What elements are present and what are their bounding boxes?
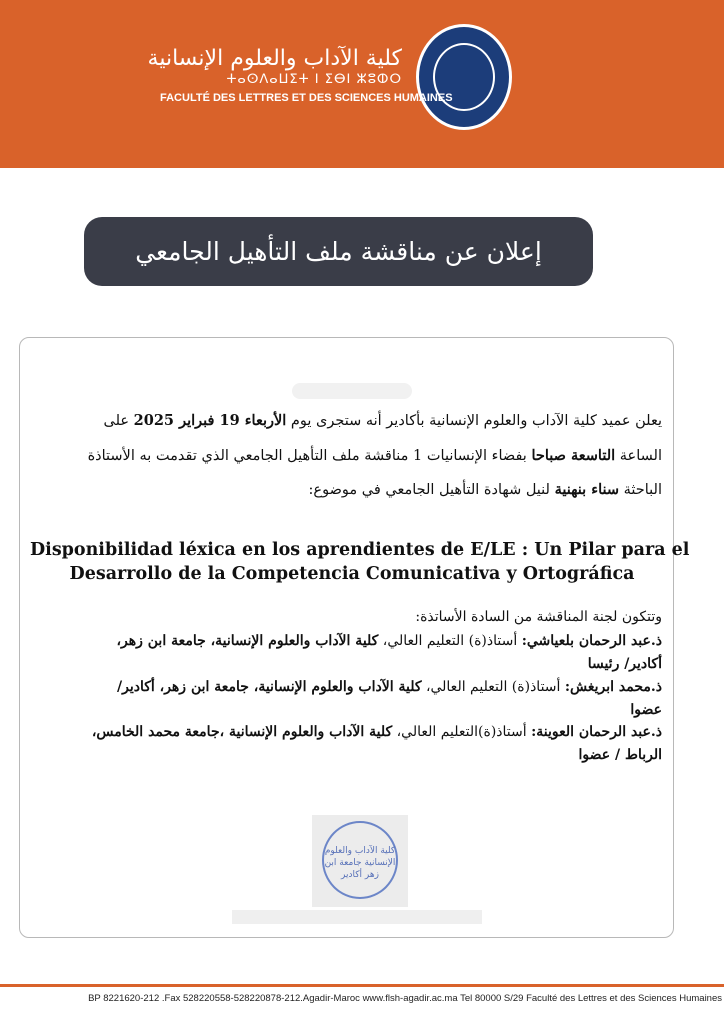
faculty-name-french: FACULTÉ DES LETTRES ET DES SCIENCES HUMAINES (160, 92, 453, 104)
jury-member-1-line-2 (34, 656, 662, 672)
jury-member-3-institution: كلية الآداب والعلوم الإنسانية ،جامعة محمد الخامس، (91, 724, 393, 740)
faculty-stamp (312, 815, 408, 907)
header-band (0, 0, 724, 168)
footer-contact-info: BP 8221620-212 .Fax 528220558-528220878-212.Agadir-Maroc www.flsh-agadir.ac.ma Tel 80000 S/29 Faculté des Lettres et des Sciences Humaines (88, 993, 722, 1004)
defense-date: الأربعاء 19 فبراير 2025 (133, 412, 287, 429)
jury-intro: وتتكون لجنة المناقشة من السادة الأساتذة: (415, 609, 662, 625)
announcement-line-2 (34, 447, 662, 464)
announcement-line-3 (34, 481, 662, 498)
jury-member-1 (34, 633, 662, 649)
jury-member-1-role: أستاذ(ة) التعليم العالي، (378, 633, 522, 649)
jury-member-2-function: عضوا (630, 702, 662, 718)
announcement-line-1 (34, 412, 662, 429)
faculty-name-arabic: كلية الآداب والعلوم الإنسانية (147, 46, 402, 71)
university-seal-logo (416, 24, 512, 130)
defense-time: التاسعة صباحا (531, 447, 616, 464)
footer-divider (0, 984, 724, 987)
announcement-line-3-prefix: الباحثة (619, 482, 662, 498)
jury-member-3 (34, 724, 662, 740)
announcement-line-1-prefix: يعلن عميد كلية الآداب والعلوم الإنسانية بأكادير أنه ستجرى يوم (286, 413, 662, 429)
card-divider (292, 383, 412, 399)
jury-member-2-role: أستاذ(ة) التعليم العالي، (421, 679, 565, 695)
candidate-name: سناء بنهنية (554, 481, 620, 498)
announcement-line-2-suffix: بفضاء الإنسانيات 1 مناقشة ملف التأهيل الجامعي الذي تقدمت به الأستاذة (87, 448, 532, 464)
jury-member-2-line-2 (34, 702, 662, 718)
jury-member-2-institution: كلية الآداب والعلوم الإنسانية، جامعة ابن زهر، أكادير/ (117, 679, 422, 695)
jury-member-1-institution: كلية الآداب والعلوم الإنسانية، جامعة ابن زهر، (116, 633, 379, 649)
announcement-line-3-suffix: لنيل شهادة التأهيل الجامعي في موضوع: (308, 482, 555, 498)
jury-member-1-function: أكادير/ رئيسا (587, 656, 662, 672)
thesis-title-line-2: Desarrollo de la Competencia Comunicativa y Ortográfica (69, 564, 635, 584)
signature-bar (232, 910, 482, 924)
jury-member-3-line-2 (34, 747, 662, 763)
announcement-line-1-suffix: على (103, 413, 134, 429)
jury-member-2-name: ذ.محمد ابريغش: (564, 679, 662, 695)
jury-member-2 (34, 679, 662, 695)
announcement-title: إعلان عن مناقشة ملف التأهيل الجامعي (135, 237, 542, 266)
jury-member-3-function: الرباط / عضوا (578, 747, 662, 763)
announcement-line-2-prefix: الساعة (615, 448, 662, 464)
title-banner (84, 217, 593, 286)
jury-member-3-role: أستاذ(ة)التعليم العالي، (392, 724, 532, 740)
faculty-name-tifinagh: ⵜⴰⵙⴷⴰⵡⵉⵜ ⵏ ⵉⴱⵏ ⵣⵓⵀⵔ (226, 72, 402, 87)
thesis-title-line-1: Disponibilidad léxica en los aprendientes de E/LE : Un Pilar para el (30, 540, 690, 560)
jury-member-1-name: ذ.عبد الرحمان بلعياشي: (521, 633, 662, 649)
stamp-text: كلية الآداب والعلوم الإنسانية جامعة ابن زهر أكادير (324, 846, 396, 880)
jury-member-3-name: ذ.عبد الرحمان العوينة: (531, 724, 662, 740)
